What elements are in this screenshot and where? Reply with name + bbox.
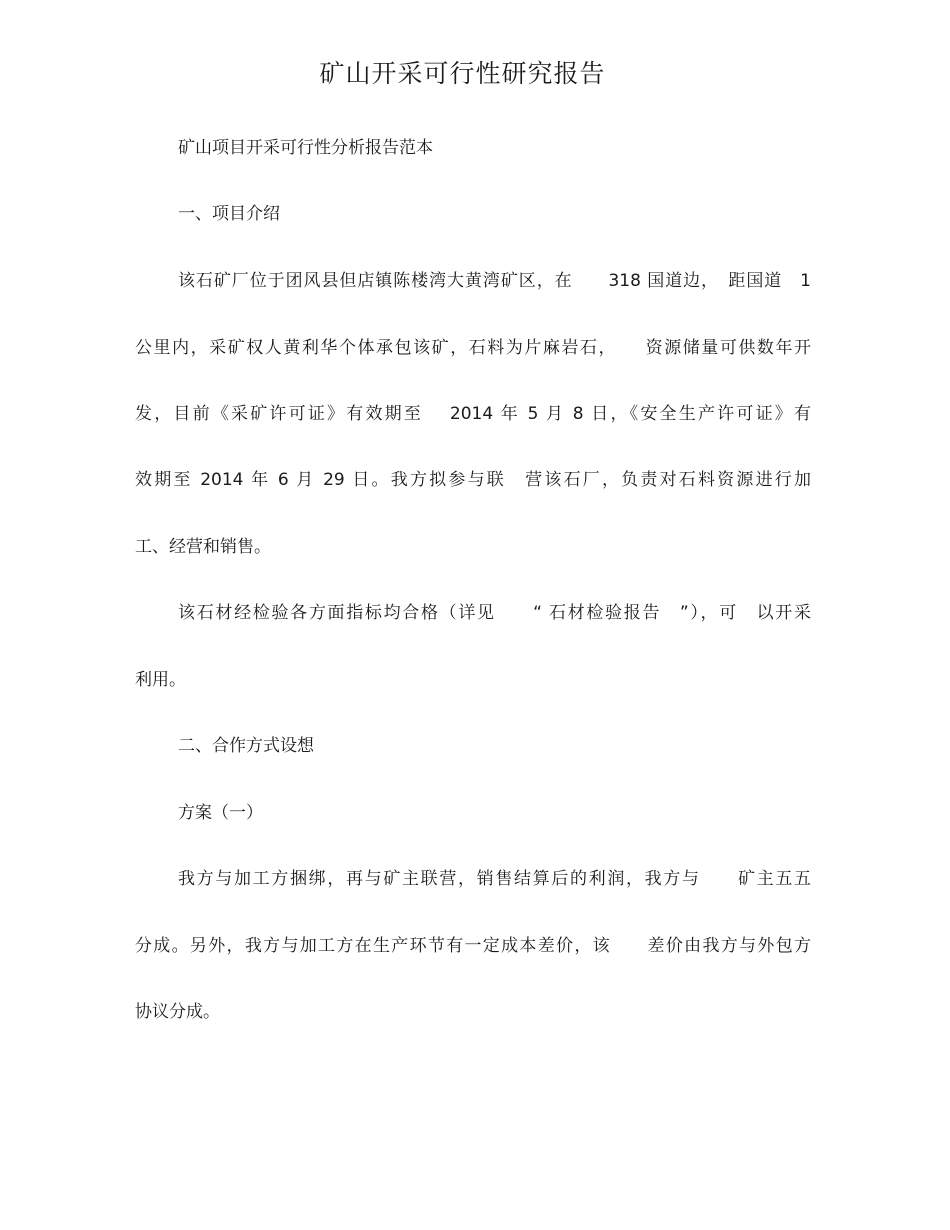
paragraph-line: 该石矿厂位于团风县但店镇陈楼湾大黄湾矿区，在 318 国道边， 距国道 1 [178,271,811,291]
document-title: 矿山开采可行性研究报告 [319,59,606,88]
paragraph-line: 该石材经检验各方面指标均合格（详见 “ 石材检验报告 ”），可 以开采 [178,603,811,623]
section-heading-cooperation: 二、合作方式设想 [178,736,314,756]
paragraph-line: 协议分成。 [135,1002,220,1022]
paragraph-line: 利用。 [135,670,186,690]
paragraph-line: 公里内，采矿权人黄利华个体承包该矿，石料为片麻岩石， 资源储量可供数年开 [135,338,811,358]
section-heading-project-intro: 一、项目介绍 [178,204,280,224]
paragraph-line: 效期至 2014 年 6 月 29 日。我方拟参与联 营该石厂，负责对石料资源进行加 [135,470,811,490]
sub-heading-plan-one: 方案（一） [178,803,263,823]
paragraph-line: 分成。另外，我方与加工方在生产环节有一定成本差价，该 差价由我方与外包方 [135,936,811,956]
paragraph-line: 我方与加工方捆绑，再与矿主联营，销售结算后的利润，我方与 矿主五五 [178,869,811,889]
paragraph-line: 工、经营和销售。 [135,537,271,557]
paragraph-line: 发，目前《采矿许可证》有效期至 2014 年 5 月 8 日，《安全生产许可证》有 [135,404,811,424]
document-subtitle: 矿山项目开采可行性分析报告范本 [178,138,433,158]
